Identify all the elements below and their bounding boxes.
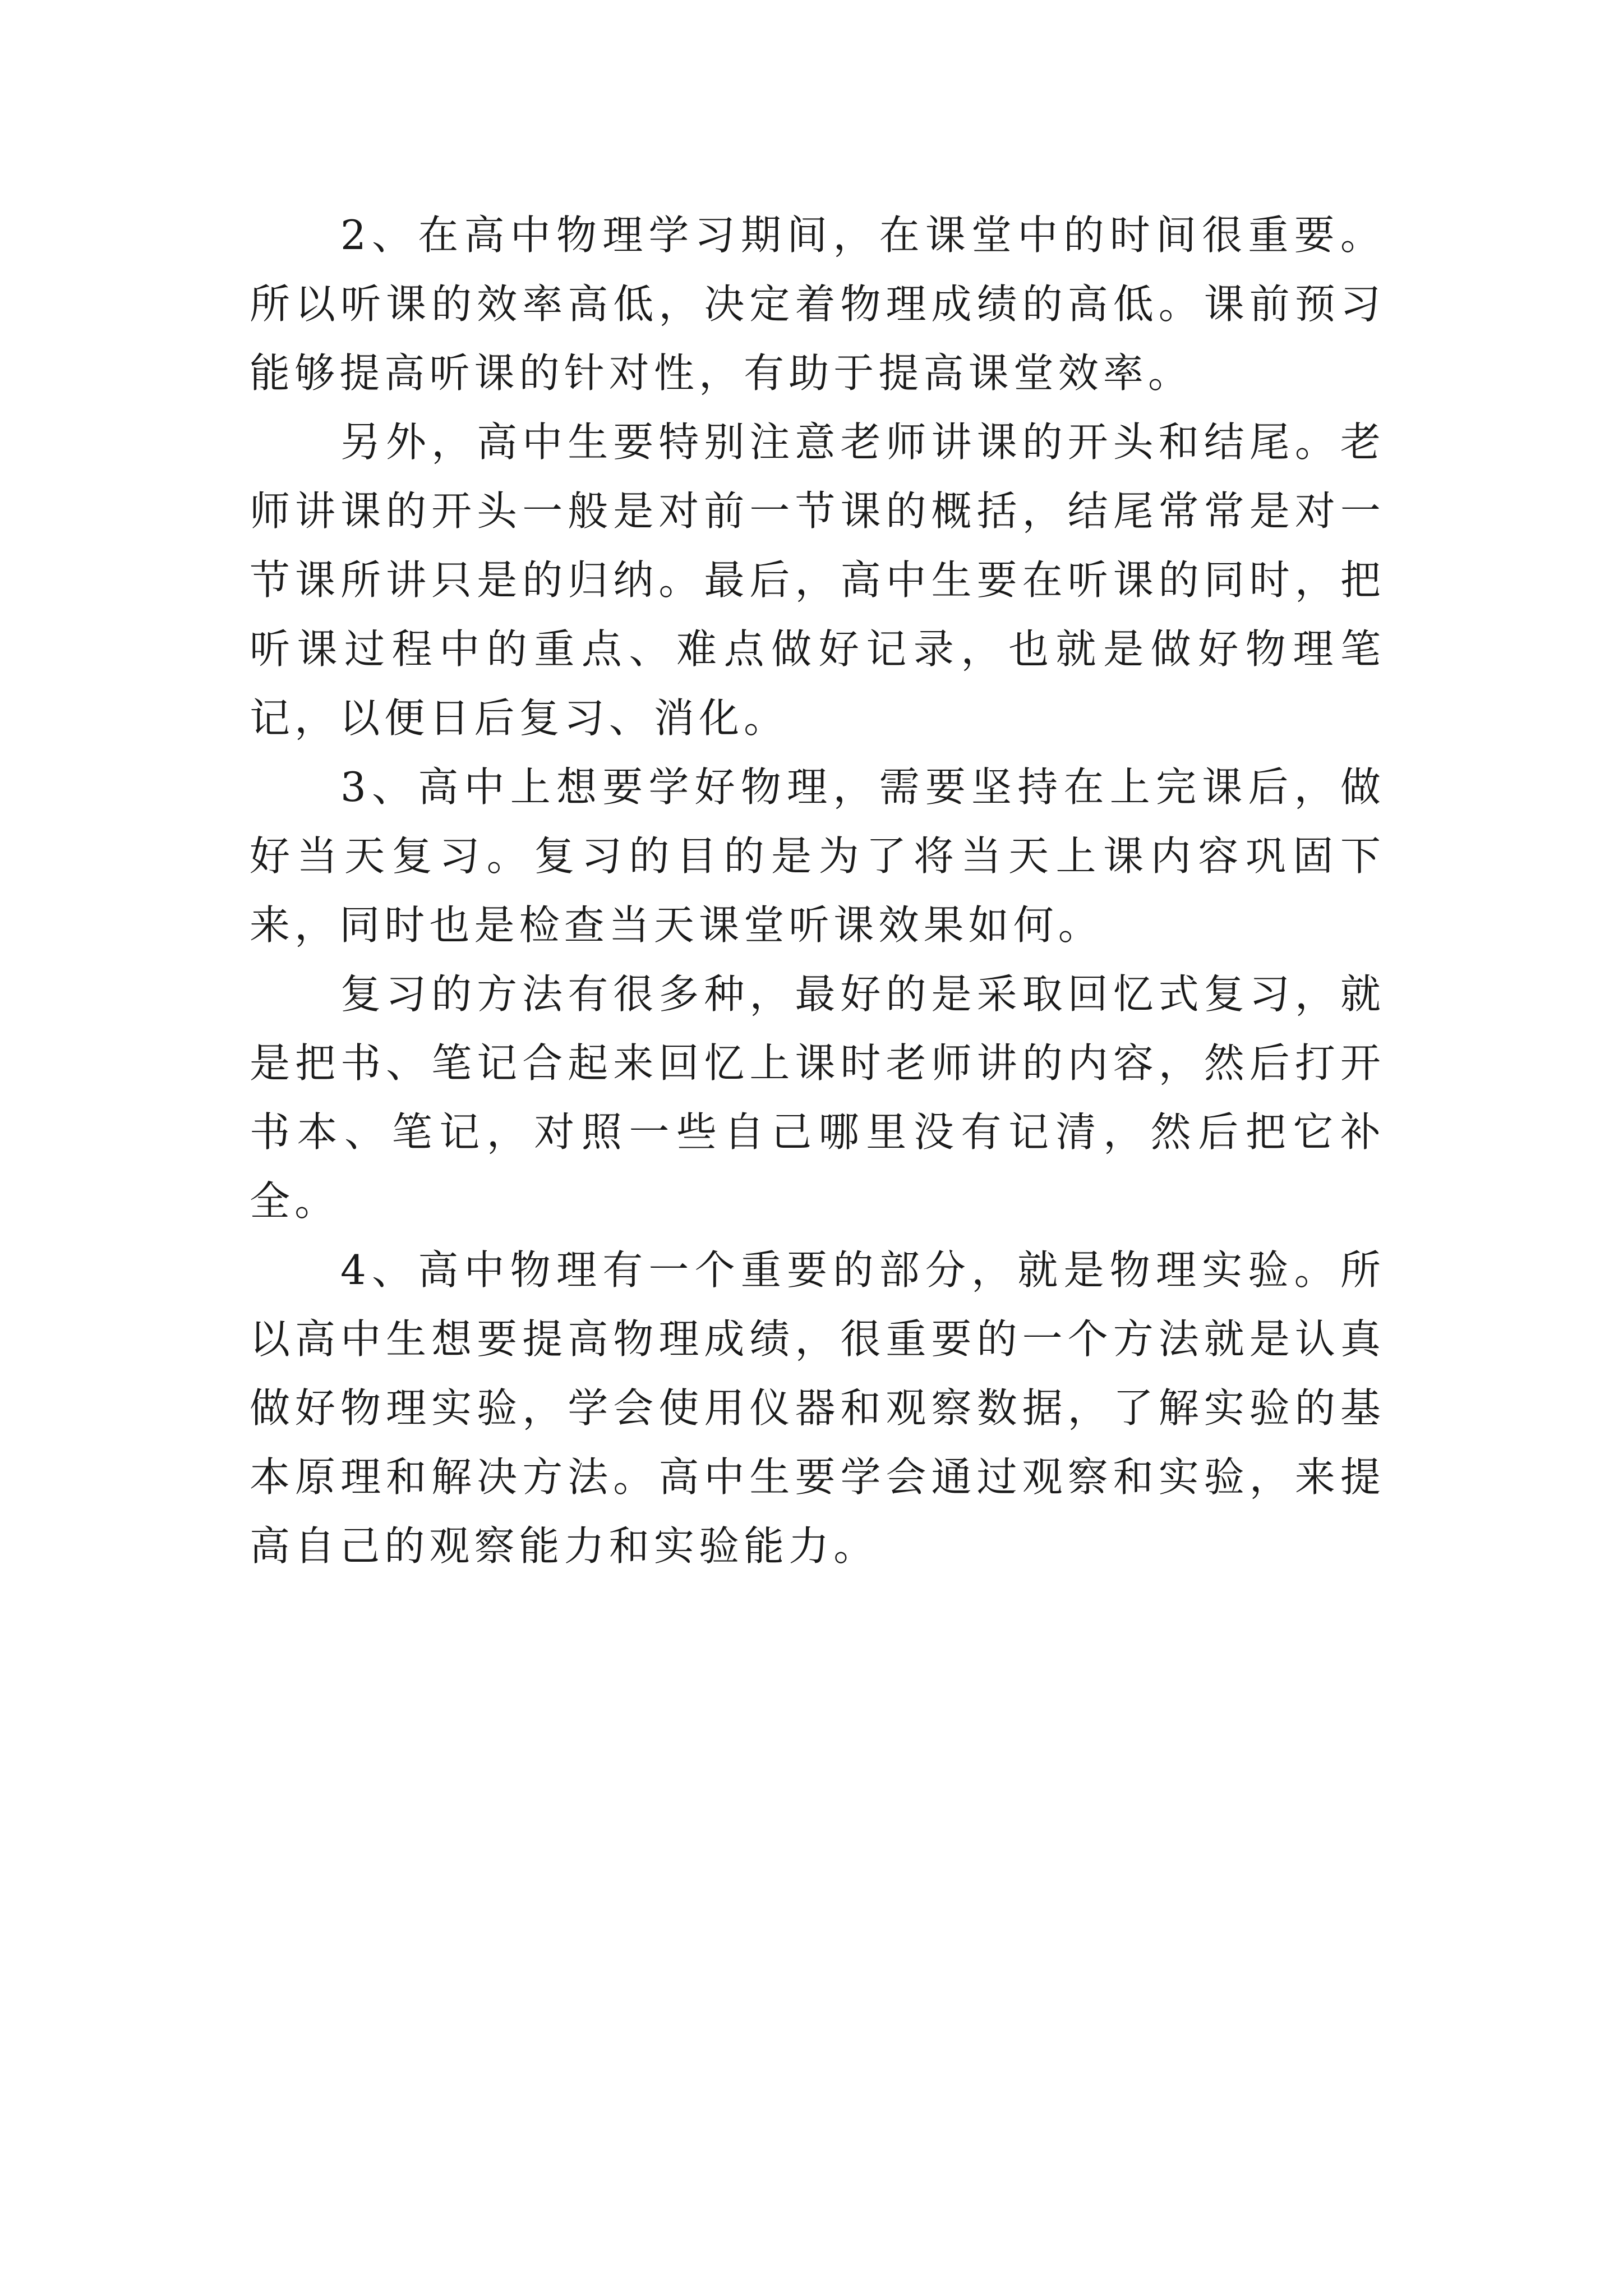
paragraph-3: 3、高中上想要学好物理，需要坚持在上完课后，做好当天复习。复习的目的是为了将当天上课内容巩固下来，同时也是检查当天课堂听课效果如何。: [250, 763, 1385, 949]
paragraph-1: 2、在高中物理学习期间，在课堂中的时间很重要。所以听课的效率高低，决定着物理成绩的高低。课前预习能够提高听课的针对性，有助于提高课堂效率。: [250, 211, 1385, 397]
paragraph-2: 另外，高中生要特别注意老师讲课的开头和结尾。老师讲课的开头一般是对前一节课的概括，结尾常常是对一节课所讲只是的归纳。最后，高中生要在听课的同时，把听课过程中的重点、难点做好记录，也就是做好物理笔记，以便日后复习、消化。: [250, 418, 1385, 742]
paragraph-4: 复习的方法有很多种，最好的是采取回忆式复习，就是把书、笔记合起来回忆上课时老师讲的内容，然后打开书本、笔记，对照一些自己哪里没有记清，然后把它补全。: [250, 970, 1385, 1225]
paragraph-5: 4、高中物理有一个重要的部分，就是物理实验。所以高中生想要提高物理成绩，很重要的一个方法就是认真做好物理实验，学会使用仪器和观察数据，了解实验的基本原理和解决方法。高中生要学会通过观察和实验，来提高自己的观察能力和实验能力。: [250, 1246, 1385, 1570]
body-text: [250, 201, 1385, 1581]
